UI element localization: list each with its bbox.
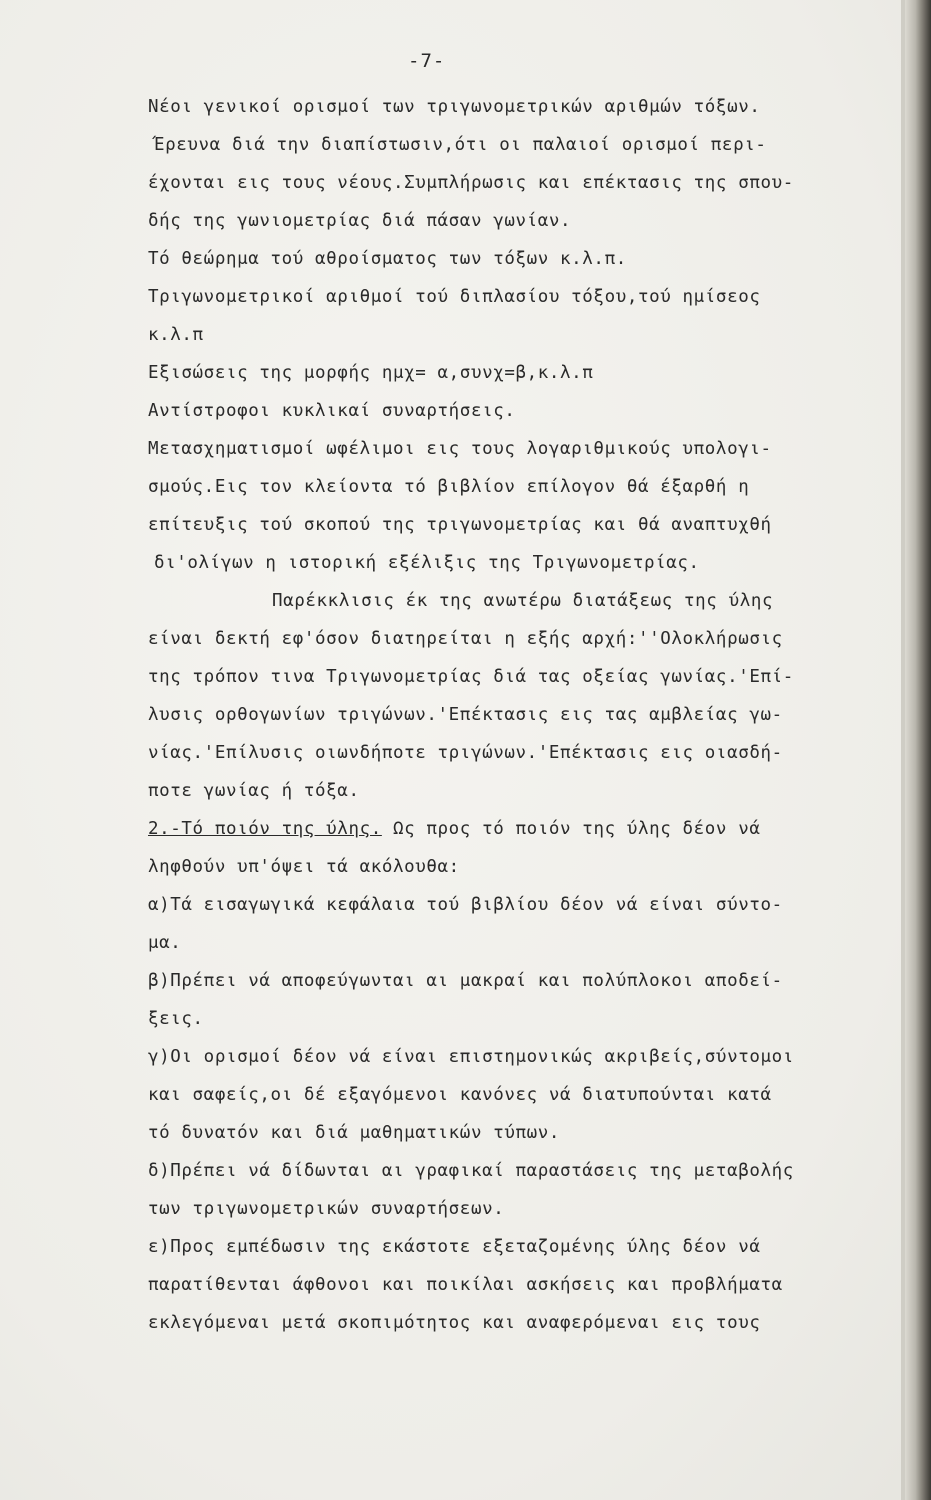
text-line: τό δυνατόν και διά μαθηματικών τύπων. [148,1123,561,1143]
text-line: έχονται εις τους νέους.Συμπλήρωσις και επέκτασις της σπου- [148,173,794,193]
text-line: σμούς.Εις τον κλείοντα τό βιβλίον επίλογον θά έξαρθή η [148,477,750,497]
page-binding-edge [905,0,931,1500]
text-line: Τριγωνομετρικοί αριθμοί τού διπλασίου τόξου,τού ημίσεος [148,287,761,307]
section-heading: 2.-Τό ποιόν της ύλης. [148,819,382,839]
text-line: α)Τά εισαγωγικά κεφάλαια τού βιβλίου δέον νά είναι σύντο- [148,895,783,915]
text-line: των τριγωνομετρικών συναρτήσεων. [148,1199,505,1219]
text-line: λυσις ορθογωνίων τριγώνων.'Επέκτασις εις τας αμβλείας γω- [148,705,783,725]
text-line: επίτευξις τού σκοπού της τριγωνομετρίας και θά αναπτυχθή [148,515,772,535]
text-line: ποτε γωνίας ή τόξα. [148,781,360,801]
text-line: είναι δεκτή εφ'όσον διατηρείται η εξής αρχή:''Ολοκλήρωσις [148,629,783,649]
text-line: β)Πρέπει νά αποφεύγωνται αι μακραί και πολύπλοκοι αποδεί- [148,971,783,991]
text-line: ξεις. [148,1009,204,1029]
text-line: κ.λ.π [148,325,204,345]
text-line: μα. [148,933,182,953]
text-line: δ)Πρέπει νά δίδωνται αι γραφικαί παραστάσεις της μεταβολής [148,1161,794,1181]
section-heading-line: 2.-Τό ποιόν της ύλης. Ως προς τό ποιόν της ύλης δέον νά [148,819,761,839]
text-line: Τό θεώρημα τού αθροίσματος των τόξων κ.λ.π. [148,249,627,269]
text-line: Έρευνα διά την διαπίστωσιν,ότι οι παλαιοί ορισμοί περι- [154,135,767,155]
text-line: της τρόπον τινα Τριγωνομετρίας διά τας οξείας γωνίας.'Επί- [148,667,794,687]
text-line: Αντίστροφοι κυκλικαί συναρτήσεις. [148,401,516,421]
text-line: γ)Οι ορισμοί δέον νά είναι επιστημονικώς ακριβείς,σύντομοι [148,1047,794,1067]
text-line: και σαφείς,οι δέ εξαγόμενοι κανόνες νά διατυπούνται κατά [148,1085,772,1105]
text-line: νίας.'Επίλυσις οιωνδήποτε τριγώνων.'Επέκτασις εις οιασδή- [148,743,783,763]
text-line: ληφθούν υπ'όψει τά ακόλουθα: [148,857,460,877]
page-number: -7- [408,50,446,72]
text-line: Εξισώσεις της μορφής ημχ= α,συνχ=β,κ.λ.π [148,363,594,383]
text-line: Νέοι γενικοί ορισμοί των τριγωνομετρικών αριθμών τόξων. [148,97,761,117]
text-line: δι'ολίγων η ιστορική εξέλιξις της Τριγωνομετρίας. [154,553,700,573]
text-line: ε)Προς εμπέδωσιν της εκάστοτε εξεταζομένης ύλης δέον νά [148,1237,761,1257]
text-line: Μετασχηματισμοί ωφέλιμοι εις τους λογαριθμικούς υπολογι- [148,439,772,459]
typewritten-text [148,88,888,1342]
text-line: εκλεγόμεναι μετά σκοπιμότητος και αναφερόμεναι εις τους [148,1313,761,1333]
text-line: Παρέκκλισις έκ της ανωτέρω διατάξεως της ύλης [272,591,774,611]
text-line: παρατίθενται άφθονοι και ποικίλαι ασκήσεις και προβλήματα [148,1275,783,1295]
text-line: δής της γωνιομετρίας διά πάσαν γωνίαν. [148,211,572,231]
